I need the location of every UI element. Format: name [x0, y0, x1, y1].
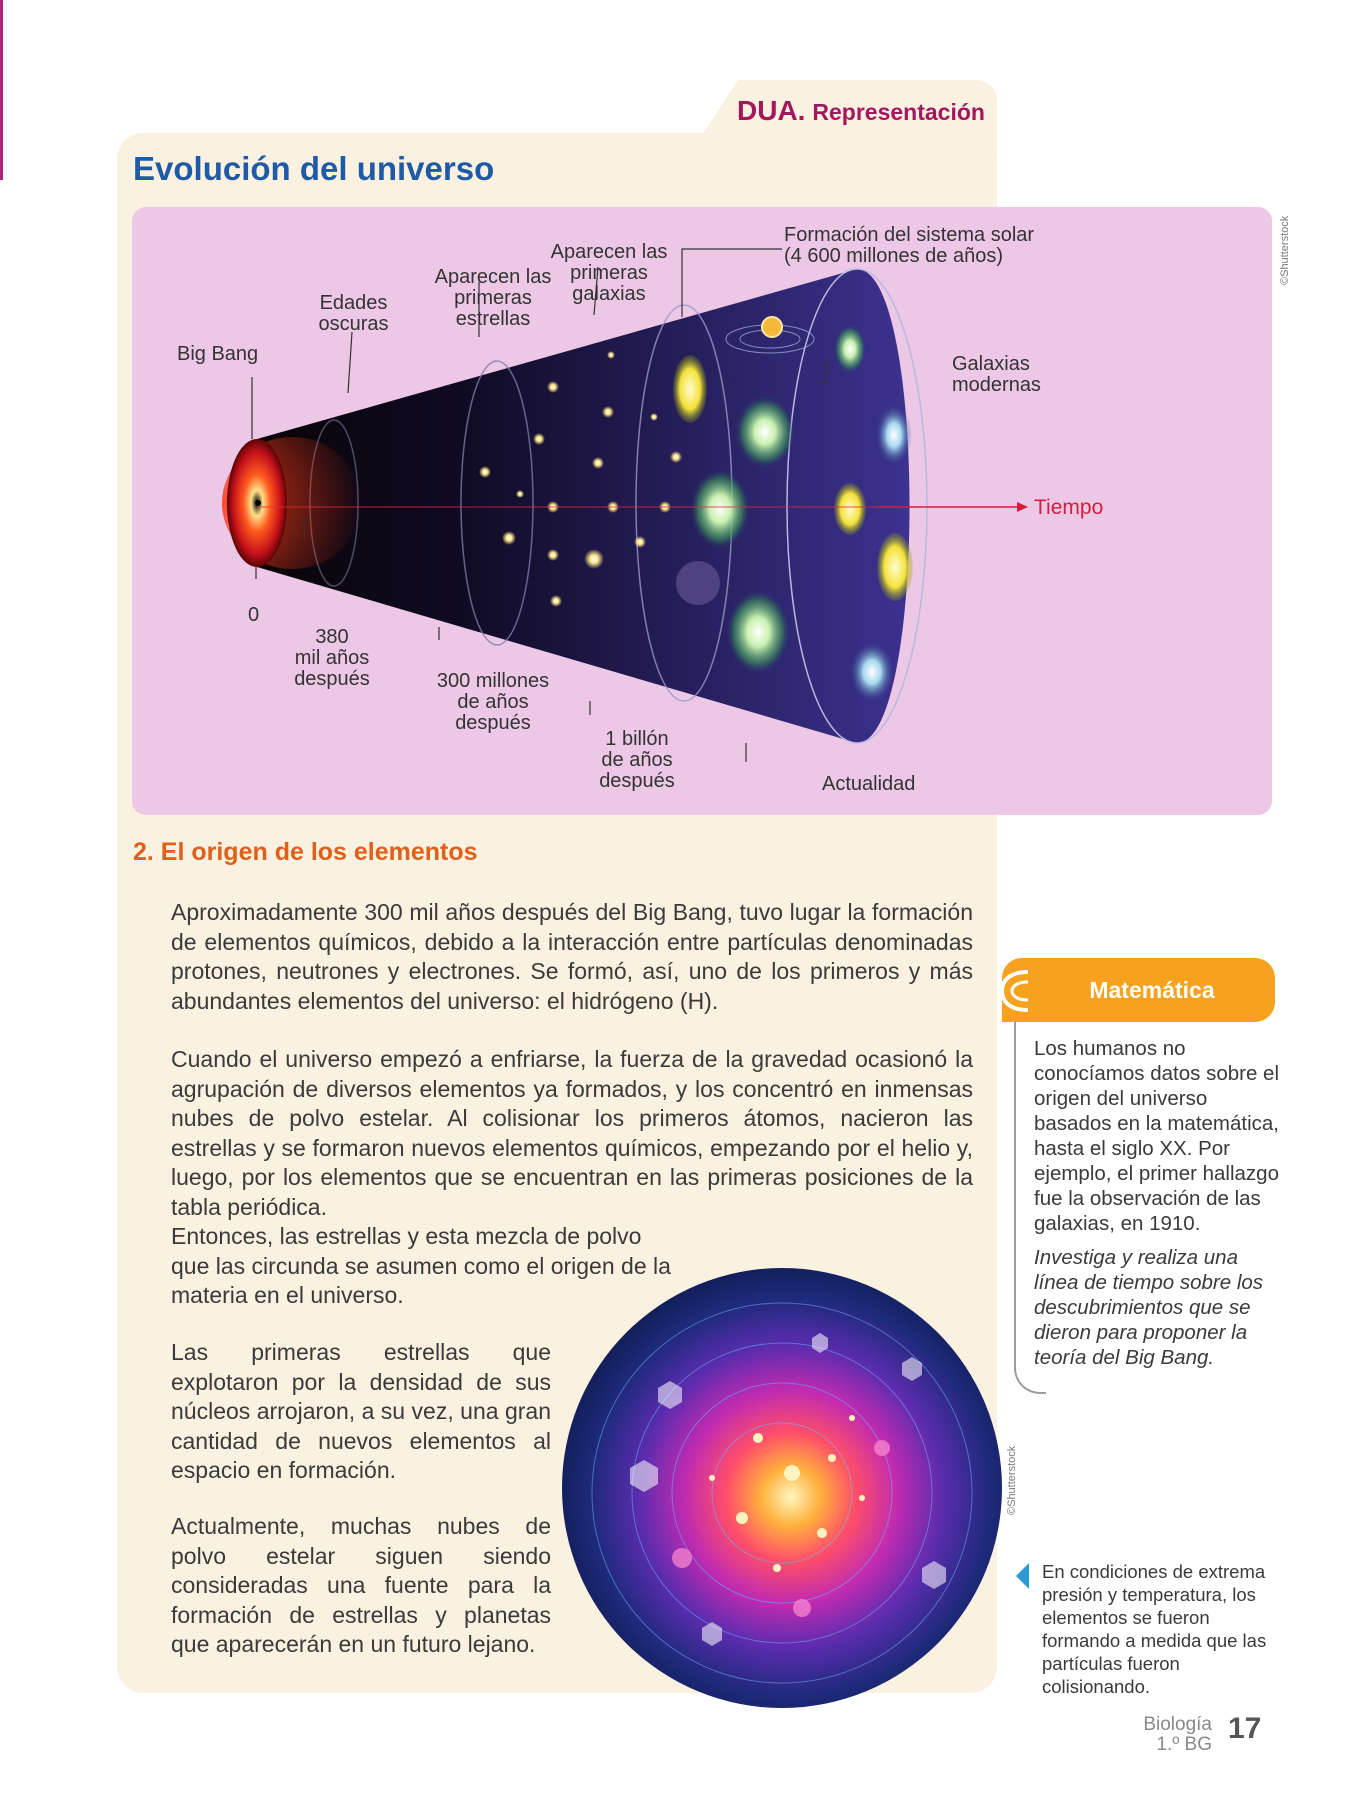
early-galaxy-yellow: [673, 355, 707, 423]
early-galaxy-spiral-2: [690, 469, 750, 549]
label-galaxias-modernas: [952, 354, 1062, 396]
early-galaxy-spiral-1: [735, 396, 795, 468]
dua-representacion: Representación: [812, 99, 985, 125]
section-heading: 2. El origen de los elementos: [133, 838, 478, 866]
label-tiempo: Tiempo: [1034, 496, 1104, 519]
footer-subject: [1120, 1715, 1212, 1755]
universe-evolution-diagram: [132, 207, 1272, 815]
cosmic-particles-svg: [562, 1268, 1002, 1708]
label-big-bang: Big Bang: [177, 343, 259, 365]
page-number: 17: [1228, 1712, 1262, 1745]
image-credit: ©Shutterstock: [1006, 1445, 1018, 1515]
paragraph-5: Actualmente, muchas nubes de polvo estelar siguen siendo consideradas una fuente para la formación de estrellas y planetas que aparecerán en un futuro lejano.: [171, 1513, 551, 1657]
matematica-title: Matemática: [1089, 977, 1215, 1003]
time-arrow-icon: [1017, 502, 1028, 512]
caption-pointer-icon: [1016, 1563, 1029, 1589]
paragraph-1: Aproximadamente 300 mil años después del Big Bang, tuvo lugar la formación de elementos químicos, debido a la interacción entre partículas denominadas protones, neutrones y electrones. Se formó, así, uno de los primeros y más abundantes elementos del universo: el hidrógeno (H).: [171, 899, 973, 1014]
paragraph-4: Las primeras estrellas que explotaron por la densidad de sus núcleos arrojaron, a su vez, una gran cantidad de nuevos elementos al espacio en formación.: [171, 1339, 551, 1483]
image-caption: En condiciones de extrema presión y temperatura, los elementos se fueron formando a medida que las partículas fueron colisionando.: [1042, 1561, 1267, 1697]
page-title: Evolución del universo: [133, 150, 495, 187]
label-time-1b: 1 billón de años después: [599, 728, 675, 792]
footer-subject-name: Biología: [1143, 1714, 1212, 1735]
dua-label: [737, 95, 985, 127]
footer-grade: 1.º BG: [1156, 1734, 1212, 1755]
matematica-activity: Investiga y realiza una línea de tiempo sobre los descubrimientos que se dieron para proponer la teoría del Big Bang.: [1034, 1246, 1264, 1369]
dua-bold: DUA.: [737, 95, 806, 126]
label-sistema-solar: Formación del sistema solar (4 600 millones de años): [784, 224, 1035, 267]
label-primeras-estrellas: Aparecen las primeras estrellas: [434, 266, 552, 330]
page-edge-marker: [0, 0, 3, 180]
label-actualidad: Actualidad: [822, 773, 916, 795]
label-galaxias-modernas-text: Galaxias modernas: [952, 353, 1041, 396]
label-edades-oscuras: Edades oscuras: [318, 292, 389, 335]
sun-icon: [762, 317, 782, 337]
diagram-credit: ©Shutterstock: [1279, 215, 1291, 285]
cosmic-particles-image: [562, 1268, 1002, 1708]
paragraph-3: Entonces, las estrellas y esta mezcla de polvo que las circunda se asumen como el origen de la materia en el universo.: [171, 1223, 671, 1308]
matematica-text: Los humanos no conocíamos datos sobre el origen del universo basados en la matemática, hasta el siglo XX. Por ejemplo, el primer hallazgo fue la observación de las galaxias, en 1910.: [1034, 1037, 1279, 1235]
label-time-0: 0: [248, 604, 260, 626]
label-time-380: 380 mil años después: [294, 626, 370, 690]
early-galaxy-spiral-3: [726, 590, 790, 674]
label-primeras-galaxias: Aparecen las primeras galaxias: [550, 241, 668, 305]
paragraph-2: Cuando el universo empezó a enfriarse, la fuerza de la gravedad ocasionó la agrupación de diversos elementos ya formados, y los concentró en inmensas nubes de polvo estelar. Al colisionar los primeros átomos, nacieron las estrellas y se formaron nuevos elementos químicos, empezando por el helio y, luego, por los elementos que se encuentran en las primeras posiciones de la tabla periódica.: [171, 1046, 973, 1220]
label-time-300m: 300 millones de años después: [436, 670, 550, 734]
